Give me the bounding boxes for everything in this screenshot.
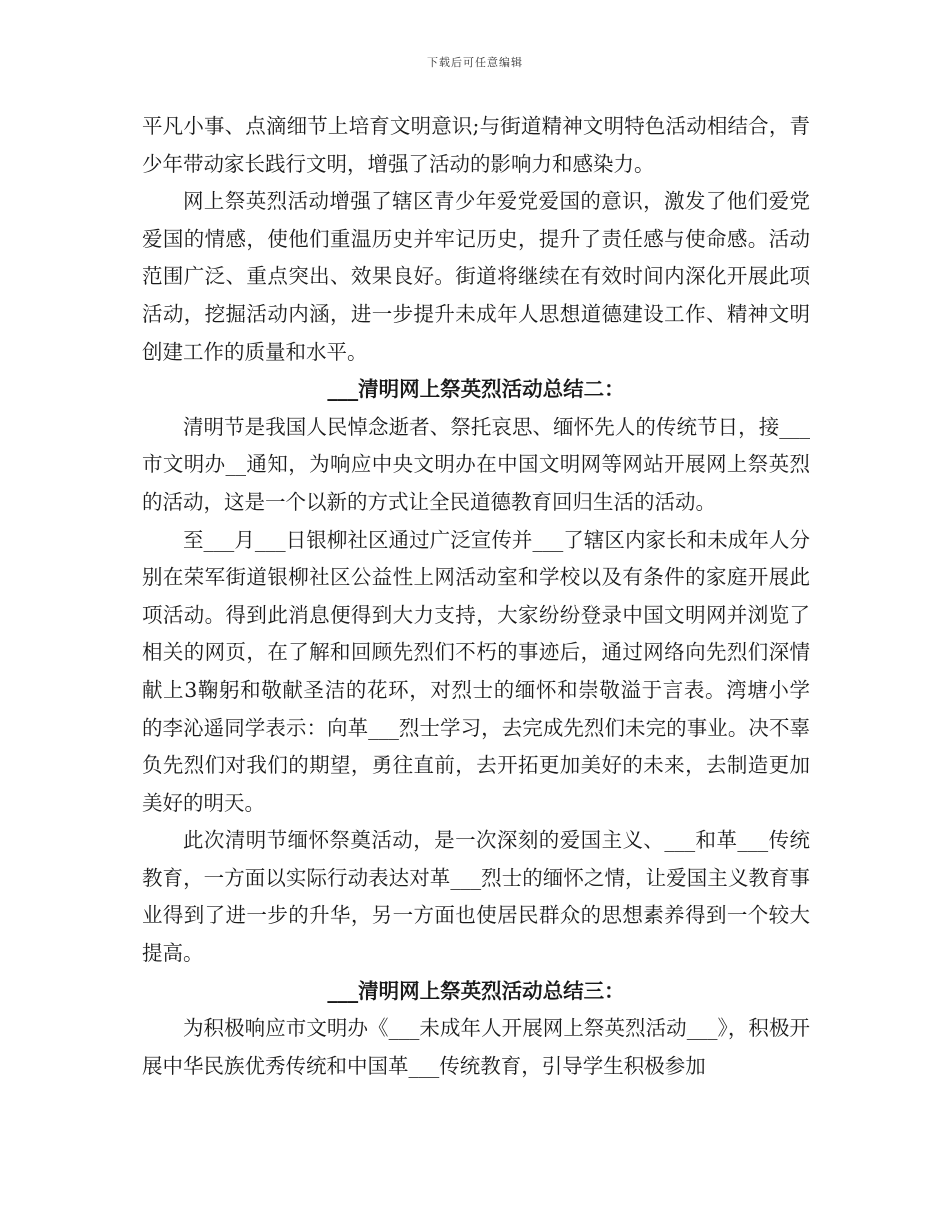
section-heading: ___清明网上祭英烈活动总结二：	[327, 377, 625, 402]
document-body	[142, 108, 810, 1085]
paragraph: 平凡小事、点滴细节上培育文明意识;与街道精神文明特色活动相结合，青少年带动家长践行文明，增强了活动的影响力和感染力。	[142, 114, 810, 176]
paragraph: 为积极响应市文明办《___未成年人开展网上祭英烈活动___》，积极开展中华民族优秀传统和中国革___传统教育，引导学生积极参加	[142, 1016, 810, 1078]
paragraph: 网上祭英烈活动增强了辖区青少年爱党爱国的意识，激发了他们爱党爱国的情感，使他们重温历史并牢记历史，提升了责任感与使命感。活动范围广泛、重点突出、效果良好。街道将继续在有效时间内深化开展此项活动，挖掘活动内涵，进一步提升未成年人思想道德建设工作、精神文明创建工作的质量和水平。	[142, 189, 810, 364]
section-heading: ___清明网上祭英烈活动总结三：	[327, 978, 625, 1003]
paragraph: 此次清明节缅怀祭奠活动，是一次深刻的爱国主义、___和革___传统教育，一方面以实际行动表达对革___烈士的缅怀之情，让爱国主义教育事业得到了进一步的升华，另一方面也使居民群众的思想素养得到一个较大提高。	[142, 828, 810, 966]
paragraph: 至___月___日银柳社区通过广泛宣传并___了辖区内家长和未成年人分别在荣军街道银柳社区公益性上网活动室和学校以及有条件的家庭开展此项活动。得到此消息便得到大力支持，大家纷纷登录中国文明网并浏览了相关的网页，在了解和回顾先烈们不朽的事迹后，通过网络向先烈们深情献上3鞠躬和敬献圣洁的花环，对烈士的缅怀和崇敬溢于言表。湾塘小学的李沁遥同学表示：向革___烈士学习，去完成先烈们未完的事业。决不辜负先烈们对我们的期望，勇往直前，去开拓更加美好的未来，去制造更加美好的明天。	[142, 527, 810, 815]
header-note: 下载后可任意编辑	[427, 56, 523, 69]
paragraph: 清明节是我国人民悼念逝者、祭托哀思、缅怀先人的传统节日，接___市文明办__通知，为响应中央文明办在中国文明网等网站开展网上祭英烈的活动，这是一个以新的方式让全民道德教育回归生活的活动。	[142, 414, 810, 514]
